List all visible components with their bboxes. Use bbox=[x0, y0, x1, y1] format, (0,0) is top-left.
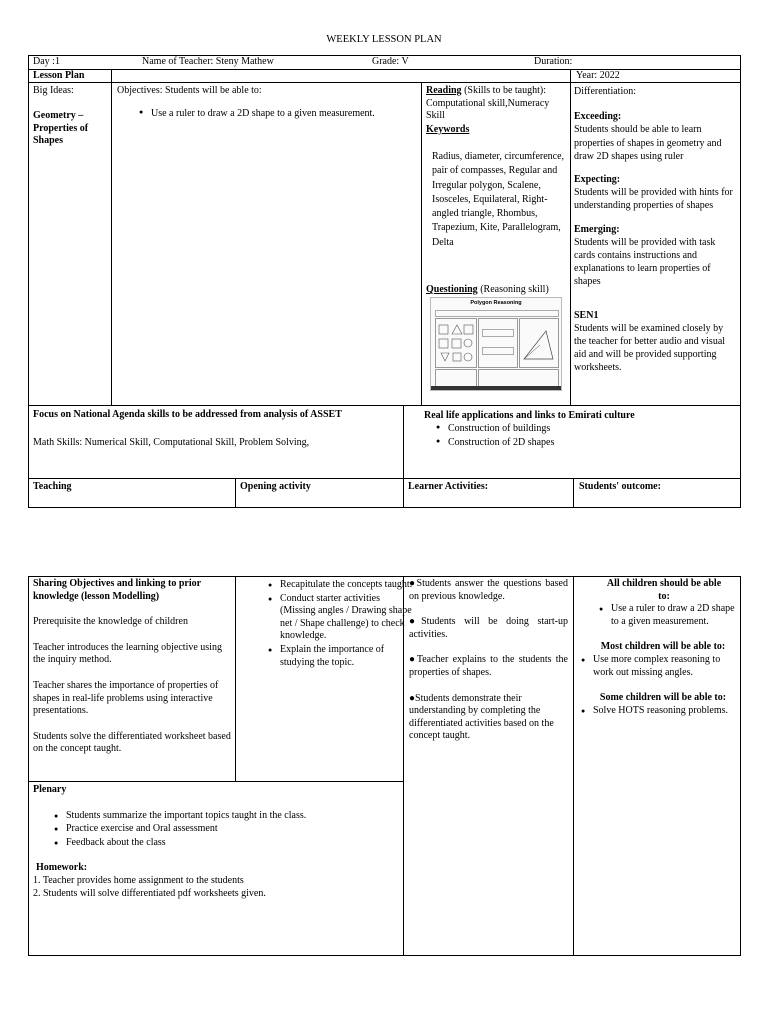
outcome-all-list bbox=[579, 603, 737, 628]
objectives-list bbox=[137, 108, 431, 122]
sharing-importance: Teacher shares the importance of properties of shapes in real-life problems using interactive presentations. bbox=[33, 679, 219, 717]
duration-field: Duration: bbox=[534, 56, 573, 67]
real-life-label: Real life applications and links to Emirati culture bbox=[424, 410, 635, 421]
questioning-block bbox=[426, 284, 568, 297]
big-ideas-label: Big Ideas: bbox=[33, 85, 74, 96]
big-ideas-topic: Geometry – Properties of Shapes bbox=[33, 110, 89, 146]
real-life-list bbox=[434, 423, 748, 450]
learner-item: ●Students will be doing start-up activities. bbox=[409, 616, 568, 640]
expecting-label: Expecting: bbox=[574, 174, 621, 186]
differentiation-block bbox=[574, 85, 736, 375]
outcome-all-label: All children should be able to: bbox=[606, 578, 722, 602]
national-agenda-label: Focus on National Agenda skills to be addressed from analysis of ASSET bbox=[33, 409, 342, 420]
opening-list bbox=[266, 579, 414, 670]
outcome-most-label: Most children will be able to: bbox=[600, 641, 726, 653]
keywords-label: Keywords bbox=[426, 124, 470, 135]
emerging-label: Emerging: bbox=[574, 223, 620, 235]
sharing-block bbox=[33, 578, 231, 756]
exceeding-label: Exceeding: bbox=[574, 111, 622, 123]
worksheet-thumbnail bbox=[430, 297, 562, 391]
objective-item: ● Use a ruler to draw a 2D shape to a given measurement. bbox=[151, 108, 431, 121]
page-title: WEEKLY LESSON PLAN bbox=[326, 34, 442, 45]
reading-skills: (Skills to be taught): Computational skill,Numeracy Skill bbox=[426, 85, 550, 121]
national-agenda-skills: Math Skills: Numerical Skill, Computational Skill, Problem Solving, bbox=[33, 437, 310, 448]
learner-heading: Learner Activities: bbox=[408, 481, 489, 492]
homework-item: 1. Teacher provides home assignment to the students bbox=[33, 874, 244, 886]
outcome-most-list bbox=[579, 654, 737, 679]
opening-heading: Opening activity bbox=[240, 481, 311, 492]
objectives-label: Objectives: Students will be able to: bbox=[117, 85, 262, 96]
grade-field: Grade: V bbox=[372, 56, 409, 67]
opening-item: ● Recapitulate the concepts taught. bbox=[280, 579, 414, 592]
outcome-heading: Students' outcome: bbox=[579, 481, 661, 492]
questioning-skill: (Reasoning skill) bbox=[477, 284, 549, 295]
outcome-some-list bbox=[579, 705, 737, 718]
learner-item: ●Students answer the questions based on previous knowledge. bbox=[409, 578, 568, 602]
real-life-item: ● Construction of buildings bbox=[448, 423, 748, 436]
outcome-block bbox=[579, 578, 737, 718]
plenary-block bbox=[33, 784, 399, 900]
outcome-item: ● Use a ruler to draw a 2D shape to a given measurement. bbox=[611, 603, 737, 628]
lesson-plan-value-cell bbox=[111, 69, 571, 83]
learner-item: ●Teacher explains to the students the properties of shapes. bbox=[409, 654, 568, 678]
sharing-worksheet: Students solve the differentiated worksheet based on the concept taught. bbox=[33, 730, 231, 755]
opening-item: ● Explain the importance of studying the topic. bbox=[280, 644, 414, 669]
learner-block bbox=[409, 578, 568, 743]
reading-label: Reading bbox=[426, 85, 462, 96]
plenary-item: ● Feedback about the class bbox=[66, 837, 399, 850]
day-field: Day :1 bbox=[33, 56, 60, 67]
plenary-label: Plenary bbox=[33, 784, 67, 795]
sharing-objective: Teacher introduces the learning objective using the inquiry method. bbox=[33, 641, 222, 666]
year-field: Year: 2022 bbox=[576, 70, 620, 81]
questioning-label: Questioning bbox=[426, 284, 478, 295]
sharing-prerequisite: Prerequisite the knowledge of children bbox=[33, 616, 188, 628]
plenary-item: ● Practice exercise and Oral assessment bbox=[66, 823, 399, 836]
objectives-cell bbox=[111, 82, 422, 406]
homework-item: 2. Students will solve differentiated pdf worksheets given. bbox=[33, 887, 266, 899]
emerging-text: Students will be provided with task cards contains instructions and explanations to learn properties of shapes bbox=[574, 236, 716, 288]
real-life-item: ● Construction of 2D shapes bbox=[448, 437, 748, 450]
exceeding-text: Students should be able to learn properties of shapes in geometry and draw 2D shapes using ruler bbox=[574, 124, 722, 162]
worksheet-title: Polygon Reasoning bbox=[470, 300, 522, 306]
plenary-item: ● Students summarize the important topics taught in the class. bbox=[66, 810, 399, 823]
teacher-field: Name of Teacher: Steny Mathew bbox=[142, 56, 274, 67]
teaching-heading: Teaching bbox=[33, 481, 72, 492]
expecting-text: Students will be provided with hints for understanding properties of shapes bbox=[574, 187, 733, 212]
outcome-item: ● Use more complex reasoning to work out missing angles. bbox=[593, 654, 737, 679]
differentiation-label: Differentiation: bbox=[574, 86, 637, 97]
sharing-label: Sharing Objectives and linking to prior knowledge (lesson Modelling) bbox=[33, 578, 201, 602]
homework-label: Homework: bbox=[36, 862, 88, 874]
outcome-item: ● Solve HOTS reasoning problems. bbox=[593, 705, 737, 718]
sen-text: Students will be examined closely by the teacher for better audio and visual aid and will be provided supporting worksheets. bbox=[574, 322, 726, 374]
learner-item: ●Students demonstrate their understanding by completing the differentiated activities based on the concept taught. bbox=[409, 692, 554, 742]
lesson-plan-label: Lesson Plan bbox=[33, 70, 85, 81]
outcome-some-label: Some children will be able to: bbox=[599, 692, 727, 704]
opening-item: ● Conduct starter activities (Missing angles / Drawing shape net / Shape challenge) to check knowledge. bbox=[280, 593, 414, 643]
plenary-list bbox=[33, 810, 399, 850]
sen-label: SEN1 bbox=[574, 309, 599, 321]
keywords-text: Radius, diameter, circumference, pair of compasses, Regular and Irregular polygon, Scalene, Isosceles, Equilateral, Right-angled triangle, Rhombus, Trapezium, Kite, Parallelogram, Delta bbox=[432, 151, 565, 248]
reading-block bbox=[426, 85, 568, 123]
